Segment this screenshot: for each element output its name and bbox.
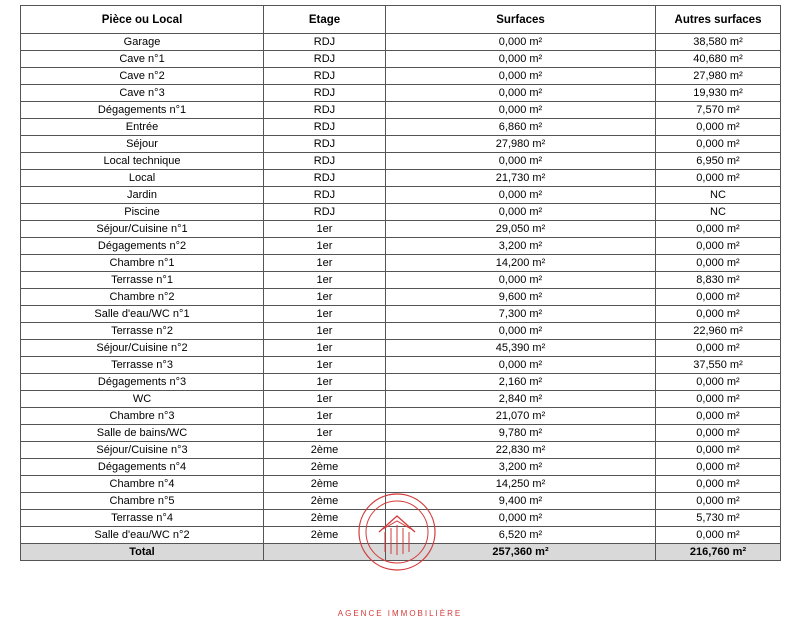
cell-autre-surface: 6,950 m² — [656, 153, 781, 170]
cell-piece: WC — [21, 391, 264, 408]
cell-surface: 22,830 m² — [386, 442, 656, 459]
cell-etage: RDJ — [264, 187, 386, 204]
cell-autre-surface: 0,000 m² — [656, 425, 781, 442]
cell-piece: Local technique — [21, 153, 264, 170]
total-label: Total — [21, 544, 264, 561]
table-row — [21, 306, 781, 323]
table-row — [21, 153, 781, 170]
cell-etage: RDJ — [264, 68, 386, 85]
cell-piece: Chambre n°2 — [21, 289, 264, 306]
cell-autre-surface: 5,730 m² — [656, 510, 781, 527]
table-header-row — [21, 6, 781, 34]
cell-piece: Cave n°2 — [21, 68, 264, 85]
cell-etage: RDJ — [264, 204, 386, 221]
cell-surface: 0,000 m² — [386, 85, 656, 102]
header-autres-surfaces: Autres surfaces — [656, 6, 781, 34]
cell-piece: Garage — [21, 34, 264, 51]
cell-piece: Chambre n°1 — [21, 255, 264, 272]
cell-piece: Entrée — [21, 119, 264, 136]
total-autre: 216,760 m² — [656, 544, 781, 561]
cell-surface: 0,000 m² — [386, 204, 656, 221]
cell-autre-surface: 40,680 m² — [656, 51, 781, 68]
cell-etage: RDJ — [264, 85, 386, 102]
cell-etage: RDJ — [264, 102, 386, 119]
table-row — [21, 510, 781, 527]
table-row — [21, 34, 781, 51]
table-row — [21, 68, 781, 85]
cell-etage: 1er — [264, 408, 386, 425]
cell-autre-surface: 0,000 m² — [656, 459, 781, 476]
cell-autre-surface: 0,000 m² — [656, 238, 781, 255]
cell-surface: 0,000 m² — [386, 102, 656, 119]
table-row — [21, 85, 781, 102]
agency-label: AGENCE IMMOBILIÈRE — [337, 609, 463, 618]
cell-surface: 9,780 m² — [386, 425, 656, 442]
cell-etage: 2ème — [264, 459, 386, 476]
cell-etage: 2ème — [264, 527, 386, 544]
table-row — [21, 425, 781, 442]
cell-piece: Terrasse n°3 — [21, 357, 264, 374]
table-body — [21, 34, 781, 544]
cell-autre-surface: 27,980 m² — [656, 68, 781, 85]
table-row — [21, 238, 781, 255]
cell-autre-surface: 0,000 m² — [656, 255, 781, 272]
cell-piece: Terrasse n°2 — [21, 323, 264, 340]
cell-surface: 0,000 m² — [386, 153, 656, 170]
cell-etage: RDJ — [264, 170, 386, 187]
table-row — [21, 493, 781, 510]
cell-surface: 3,200 m² — [386, 459, 656, 476]
cell-autre-surface: 0,000 m² — [656, 221, 781, 238]
table-row — [21, 391, 781, 408]
cell-piece: Jardin — [21, 187, 264, 204]
cell-autre-surface: 37,550 m² — [656, 357, 781, 374]
cell-surface: 14,200 m² — [386, 255, 656, 272]
cell-surface: 0,000 m² — [386, 187, 656, 204]
cell-etage: 1er — [264, 391, 386, 408]
surfaces-table — [20, 5, 781, 561]
cell-etage: 2ème — [264, 442, 386, 459]
cell-etage: RDJ — [264, 136, 386, 153]
cell-etage: 1er — [264, 272, 386, 289]
cell-piece: Dégagements n°3 — [21, 374, 264, 391]
cell-autre-surface: 0,000 m² — [656, 476, 781, 493]
cell-piece: Local — [21, 170, 264, 187]
total-row — [21, 544, 781, 561]
cell-autre-surface: NC — [656, 187, 781, 204]
cell-piece: Salle d'eau/WC n°2 — [21, 527, 264, 544]
cell-autre-surface: 0,000 m² — [656, 306, 781, 323]
cell-piece: Salle de bains/WC — [21, 425, 264, 442]
cell-surface: 2,160 m² — [386, 374, 656, 391]
cell-surface: 7,300 m² — [386, 306, 656, 323]
cell-surface: 0,000 m² — [386, 323, 656, 340]
cell-autre-surface: 22,960 m² — [656, 323, 781, 340]
cell-etage: 1er — [264, 374, 386, 391]
header-piece: Pièce ou Local — [21, 6, 264, 34]
table-row — [21, 187, 781, 204]
cell-piece: Dégagements n°2 — [21, 238, 264, 255]
cell-surface: 21,730 m² — [386, 170, 656, 187]
cell-autre-surface: 0,000 m² — [656, 391, 781, 408]
cell-autre-surface: 8,830 m² — [656, 272, 781, 289]
total-surface: 257,360 m² — [386, 544, 656, 561]
table-row — [21, 272, 781, 289]
cell-etage: RDJ — [264, 153, 386, 170]
cell-surface: 21,070 m² — [386, 408, 656, 425]
cell-etage: 1er — [264, 306, 386, 323]
cell-piece: Piscine — [21, 204, 264, 221]
table-row — [21, 340, 781, 357]
table-row — [21, 527, 781, 544]
cell-etage: 1er — [264, 425, 386, 442]
header-surfaces: Surfaces — [386, 6, 656, 34]
cell-piece: Cave n°1 — [21, 51, 264, 68]
table-row — [21, 442, 781, 459]
table-row — [21, 323, 781, 340]
cell-autre-surface: 19,930 m² — [656, 85, 781, 102]
cell-surface: 6,520 m² — [386, 527, 656, 544]
cell-surface: 29,050 m² — [386, 221, 656, 238]
cell-autre-surface: 0,000 m² — [656, 442, 781, 459]
cell-surface: 45,390 m² — [386, 340, 656, 357]
table-row — [21, 289, 781, 306]
cell-surface: 0,000 m² — [386, 34, 656, 51]
cell-autre-surface: 0,000 m² — [656, 119, 781, 136]
cell-etage: RDJ — [264, 119, 386, 136]
table-row — [21, 408, 781, 425]
cell-piece: Salle d'eau/WC n°1 — [21, 306, 264, 323]
cell-piece: Terrasse n°4 — [21, 510, 264, 527]
cell-etage: 2ème — [264, 493, 386, 510]
cell-etage: 1er — [264, 357, 386, 374]
cell-surface: 3,200 m² — [386, 238, 656, 255]
cell-autre-surface: 38,580 m² — [656, 34, 781, 51]
cell-surface: 0,000 m² — [386, 68, 656, 85]
table-row — [21, 51, 781, 68]
cell-surface: 0,000 m² — [386, 357, 656, 374]
cell-autre-surface: 0,000 m² — [656, 289, 781, 306]
cell-etage: 1er — [264, 255, 386, 272]
cell-etage: 1er — [264, 289, 386, 306]
table-row — [21, 476, 781, 493]
cell-surface: 9,400 m² — [386, 493, 656, 510]
table-row — [21, 374, 781, 391]
cell-autre-surface: NC — [656, 204, 781, 221]
cell-etage: 1er — [264, 238, 386, 255]
cell-piece: Chambre n°5 — [21, 493, 264, 510]
table-row — [21, 459, 781, 476]
cell-piece: Séjour/Cuisine n°1 — [21, 221, 264, 238]
cell-surface: 9,600 m² — [386, 289, 656, 306]
table-row — [21, 204, 781, 221]
cell-piece: Dégagements n°1 — [21, 102, 264, 119]
cell-etage: RDJ — [264, 34, 386, 51]
cell-autre-surface: 0,000 m² — [656, 527, 781, 544]
cell-autre-surface: 0,000 m² — [656, 374, 781, 391]
total-etage — [264, 544, 386, 561]
cell-autre-surface: 7,570 m² — [656, 102, 781, 119]
table-row — [21, 170, 781, 187]
cell-autre-surface: 0,000 m² — [656, 136, 781, 153]
cell-etage: 1er — [264, 340, 386, 357]
cell-surface: 0,000 m² — [386, 51, 656, 68]
cell-surface: 27,980 m² — [386, 136, 656, 153]
cell-surface: 2,840 m² — [386, 391, 656, 408]
table-row — [21, 136, 781, 153]
table-row — [21, 102, 781, 119]
cell-surface: 0,000 m² — [386, 510, 656, 527]
cell-piece: Séjour/Cuisine n°3 — [21, 442, 264, 459]
cell-piece: Chambre n°4 — [21, 476, 264, 493]
cell-autre-surface: 0,000 m² — [656, 170, 781, 187]
cell-etage: 2ème — [264, 510, 386, 527]
cell-piece: Cave n°3 — [21, 85, 264, 102]
cell-piece: Séjour/Cuisine n°2 — [21, 340, 264, 357]
cell-surface: 6,860 m² — [386, 119, 656, 136]
cell-etage: 2ème — [264, 476, 386, 493]
table-row — [21, 119, 781, 136]
cell-etage: 1er — [264, 323, 386, 340]
cell-piece: Terrasse n°1 — [21, 272, 264, 289]
cell-autre-surface: 0,000 m² — [656, 340, 781, 357]
table-row — [21, 357, 781, 374]
cell-etage: RDJ — [264, 51, 386, 68]
table-row — [21, 221, 781, 238]
cell-piece: Séjour — [21, 136, 264, 153]
cell-piece: Chambre n°3 — [21, 408, 264, 425]
cell-etage: 1er — [264, 221, 386, 238]
header-etage: Etage — [264, 6, 386, 34]
cell-autre-surface: 0,000 m² — [656, 493, 781, 510]
cell-surface: 0,000 m² — [386, 272, 656, 289]
cell-surface: 14,250 m² — [386, 476, 656, 493]
table-row — [21, 255, 781, 272]
cell-piece: Dégagements n°4 — [21, 459, 264, 476]
cell-autre-surface: 0,000 m² — [656, 408, 781, 425]
